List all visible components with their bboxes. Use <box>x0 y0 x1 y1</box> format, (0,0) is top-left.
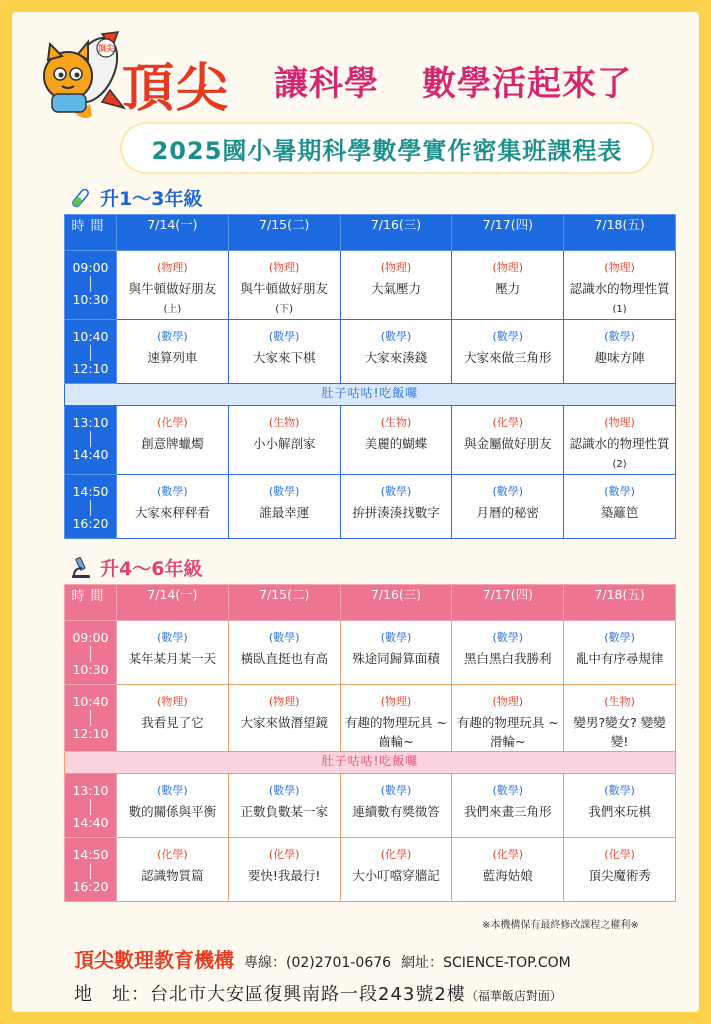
subject-label: (物理) <box>380 695 412 708</box>
class-title: 要快!我最行! <box>247 868 321 883</box>
class-cell <box>117 838 229 902</box>
class-cell <box>117 475 229 539</box>
table-row <box>65 838 676 902</box>
address-text: 台北市大安區復興南路一段243號2樓 <box>150 984 466 1005</box>
class-cell <box>228 685 340 752</box>
footer-contact <box>74 944 571 973</box>
class-cell <box>564 838 676 902</box>
class-cell <box>117 320 229 384</box>
class-cell <box>117 406 229 475</box>
class-cell <box>117 685 229 752</box>
subject-label: (生物) <box>268 416 300 429</box>
lunch-break: 肚子咕咕!吃飯囉 <box>65 752 676 774</box>
header-day: 7/15(二) <box>228 215 340 251</box>
class-title: 有趣的物理玩具 ~滑輪~ <box>456 715 559 749</box>
class-title: 美麗的蝴蝶 <box>364 436 428 451</box>
class-cell <box>452 475 564 539</box>
header-day: 7/14(一) <box>117 585 229 621</box>
subject-label: (物理) <box>157 261 188 274</box>
class-cell <box>228 774 340 838</box>
class-cell <box>228 838 340 902</box>
class-cell <box>452 838 564 902</box>
time-cell <box>65 406 117 475</box>
time-end: 12:10 <box>72 361 109 376</box>
address-landmark: （福華飯店對面） <box>465 989 562 1003</box>
subject-label: (數學) <box>380 330 412 343</box>
subject-label: (數學) <box>157 631 188 644</box>
time-end: 10:30 <box>72 292 109 307</box>
class-title: 連續數有獎徵答 <box>352 804 440 819</box>
class-cell <box>564 251 676 320</box>
class-title: 我們來玩棋 <box>588 804 651 819</box>
website-url: SCIENCE-TOP.COM <box>443 955 571 971</box>
subject-label: (數學) <box>492 330 524 343</box>
title-banner <box>122 124 652 172</box>
subject-label: (物理) <box>380 261 412 274</box>
subject-label: (數學) <box>157 784 188 797</box>
time-start: 10:40 <box>72 329 109 344</box>
address-label: 地 址： <box>74 984 150 1005</box>
class-title: 拚拼湊湊找數字 <box>352 505 440 520</box>
class-title: 黑白黑白我勝利 <box>464 651 552 666</box>
class-cell <box>452 685 564 752</box>
class-title: 大家來做三角形 <box>464 350 552 365</box>
time-start: 14:50 <box>72 847 109 862</box>
class-cell <box>340 774 452 838</box>
class-cell <box>452 251 564 320</box>
time-start: 13:10 <box>72 415 109 430</box>
slogan-part2: 數學活起來了 <box>422 64 632 104</box>
time-cell <box>65 475 117 539</box>
class-title: 我們來畫三角形 <box>464 804 552 819</box>
time-cell <box>65 621 117 685</box>
phone-number: (02)2701-0676 <box>286 955 392 971</box>
time-start: 14:50 <box>72 484 109 499</box>
class-title: 與金屬做好朋友 <box>464 436 552 451</box>
test-tube-icon <box>68 186 94 210</box>
class-cell <box>340 251 452 320</box>
header-day: 7/16(三) <box>340 585 452 621</box>
subject-label: (數學) <box>492 784 524 797</box>
class-title: 變男?變女? 變變變! <box>573 715 666 749</box>
subject-label: (數學) <box>157 330 188 343</box>
subject-label: (化學) <box>604 848 635 861</box>
website-line: 網址：SCIENCE-TOP.COM <box>401 955 571 971</box>
subject-label: (數學) <box>604 330 635 343</box>
class-title: 壓力 <box>495 281 521 296</box>
class-title: 我看見了它 <box>141 715 204 730</box>
class-title: 藍海姑娘 <box>482 868 533 883</box>
subject-label: (化學) <box>268 848 300 861</box>
class-cell <box>340 621 452 685</box>
subject-label: (數學) <box>492 631 524 644</box>
rocket-cat-mascot-icon <box>32 30 132 122</box>
class-cell <box>564 685 676 752</box>
header-day: 7/14(一) <box>117 215 229 251</box>
schedule-table-grade1-3 <box>64 214 676 539</box>
class-cell <box>564 774 676 838</box>
table-row <box>65 475 676 539</box>
class-title: 大家來做潛望鏡 <box>240 715 328 730</box>
time-cell <box>65 251 117 320</box>
class-cell <box>228 406 340 475</box>
subject-label: (物理) <box>157 695 188 708</box>
brand-title: 頂尖 <box>122 58 231 119</box>
time-end: 16:20 <box>72 879 109 894</box>
org-name: 頂尖數理教育機構 <box>74 948 234 972</box>
microscope-icon <box>68 556 94 580</box>
class-title: 趣味方陣 <box>594 350 645 365</box>
class-cell <box>452 320 564 384</box>
subject-label: (物理) <box>492 695 524 708</box>
class-title: 月曆的秘密 <box>476 505 540 520</box>
class-title: 創意牌蠟燭 <box>141 436 204 451</box>
class-title: 橫臥直挺也有高 <box>240 651 328 666</box>
header-day: 7/15(二) <box>228 585 340 621</box>
subject-label: (化學) <box>492 416 524 429</box>
time-cell <box>65 838 117 902</box>
class-cell <box>452 774 564 838</box>
class-cell <box>340 838 452 902</box>
table-row <box>65 621 676 685</box>
mascot-badge: 頂尖 <box>98 44 114 53</box>
subject-label: (數學) <box>380 485 412 498</box>
header-day: 7/18(五) <box>564 215 676 251</box>
class-cell <box>340 475 452 539</box>
time-start: 13:10 <box>72 783 109 798</box>
table-row <box>65 406 676 475</box>
lunch-row <box>65 752 676 774</box>
class-cell <box>340 320 452 384</box>
time-start: 09:00 <box>72 260 109 275</box>
table-row <box>65 685 676 752</box>
subject-label: (數學) <box>268 330 300 343</box>
lunch-row <box>65 384 676 406</box>
class-title: 正數負數某一家 <box>240 804 328 819</box>
class-cell <box>564 475 676 539</box>
header-day: 7/18(五) <box>564 585 676 621</box>
footer-address <box>74 980 562 1006</box>
subject-label: (生物) <box>380 416 412 429</box>
subject-label: (數學) <box>604 485 635 498</box>
time-end: 14:40 <box>72 815 109 830</box>
class-cell <box>228 251 340 320</box>
section-title-grade4-6 <box>68 554 202 581</box>
header-time: 時間 <box>65 585 117 621</box>
table-header-row <box>65 215 676 251</box>
class-title: 大家來湊錢 <box>364 350 428 365</box>
class-title: 某年某月某一天 <box>128 651 217 666</box>
table-header-row <box>65 585 676 621</box>
class-title: 數的關係與平衡 <box>128 804 217 819</box>
class-title: 有趣的物理玩具 ~齒輪~ <box>345 715 447 749</box>
rights-note: ※本機構保有最終修改課程之權利※ <box>482 920 639 931</box>
class-title: 速算列車 <box>147 350 198 365</box>
class-title: 大家來秤秤看 <box>134 505 210 520</box>
subject-label: (物理) <box>492 261 524 274</box>
class-title: 認識水的物理性質(1) <box>569 281 670 315</box>
time-start: 09:00 <box>72 630 109 645</box>
class-cell <box>452 406 564 475</box>
time-cell <box>65 320 117 384</box>
class-title: 大家來下棋 <box>252 350 316 365</box>
class-cell <box>564 406 676 475</box>
phone-line: 專線：(02)2701-0676 <box>244 955 392 971</box>
subject-label: (物理) <box>604 416 635 429</box>
class-title: 亂中有序尋規律 <box>575 651 664 666</box>
banner-title: 2025國小暑期科學數學實作密集班課程表 <box>151 136 623 165</box>
class-title: 大小叮噹穿牆記 <box>352 868 440 883</box>
lunch-break: 肚子咕咕!吃飯囉 <box>65 384 676 406</box>
subject-label: (數學) <box>492 485 524 498</box>
class-title: 認識物質篇 <box>141 868 204 883</box>
subject-label: (化學) <box>157 848 188 861</box>
subject-label: (數學) <box>268 631 300 644</box>
subject-label: (數學) <box>268 485 300 498</box>
schedule-table-grade4-6 <box>64 584 676 902</box>
class-cell <box>228 475 340 539</box>
class-cell <box>117 251 229 320</box>
class-cell <box>340 406 452 475</box>
time-end: 16:20 <box>72 516 109 531</box>
table-row <box>65 251 676 320</box>
class-title: 殊途同歸算面積 <box>352 651 440 666</box>
class-title: 小小解剖家 <box>252 436 316 451</box>
subject-label: (化學) <box>380 848 412 861</box>
subject-label: (化學) <box>492 848 524 861</box>
subject-label: (數學) <box>380 784 412 797</box>
subject-label: (數學) <box>268 784 300 797</box>
class-title: 與牛頓做好朋友(下) <box>240 281 328 315</box>
class-title: 築籬笆 <box>600 505 639 520</box>
class-cell <box>340 685 452 752</box>
class-cell <box>117 621 229 685</box>
subject-label: (生物) <box>604 695 635 708</box>
subject-label: (數學) <box>380 631 412 644</box>
table-row <box>65 320 676 384</box>
subject-label: (數學) <box>604 631 635 644</box>
class-cell <box>228 621 340 685</box>
header-day: 7/17(四) <box>452 215 564 251</box>
section-title-grade1-3 <box>68 184 202 211</box>
header-day: 7/16(三) <box>340 215 452 251</box>
time-end: 10:30 <box>72 662 109 677</box>
class-title: 與牛頓做好朋友(上) <box>128 281 217 315</box>
class-title: 大氣壓力 <box>370 281 421 296</box>
subject-label: (物理) <box>604 261 635 274</box>
class-cell <box>452 621 564 685</box>
header-time: 時間 <box>65 215 117 251</box>
time-cell <box>65 774 117 838</box>
class-cell <box>228 320 340 384</box>
slogan-part1: 讓科學 <box>274 64 379 104</box>
class-cell <box>564 320 676 384</box>
page <box>12 12 699 1012</box>
time-start: 10:40 <box>72 694 109 709</box>
subject-label: (物理) <box>268 695 300 708</box>
time-cell <box>65 685 117 752</box>
subject-label: (物理) <box>268 261 300 274</box>
subject-label: (數學) <box>604 784 635 797</box>
class-title: 誰最幸運 <box>259 505 310 520</box>
time-end: 14:40 <box>72 447 109 462</box>
section-title-text: 升1～3年級 <box>100 188 203 210</box>
section-title-text: 升4～6年級 <box>100 558 203 580</box>
class-cell <box>117 774 229 838</box>
subject-label: (數學) <box>157 485 188 498</box>
header-day: 7/17(四) <box>452 585 564 621</box>
class-cell <box>564 621 676 685</box>
table-row <box>65 774 676 838</box>
time-end: 12:10 <box>72 726 109 741</box>
subject-label: (化學) <box>157 416 188 429</box>
class-title: 認識水的物理性質(2) <box>569 436 670 470</box>
class-title: 頂尖魔術秀 <box>588 868 651 883</box>
